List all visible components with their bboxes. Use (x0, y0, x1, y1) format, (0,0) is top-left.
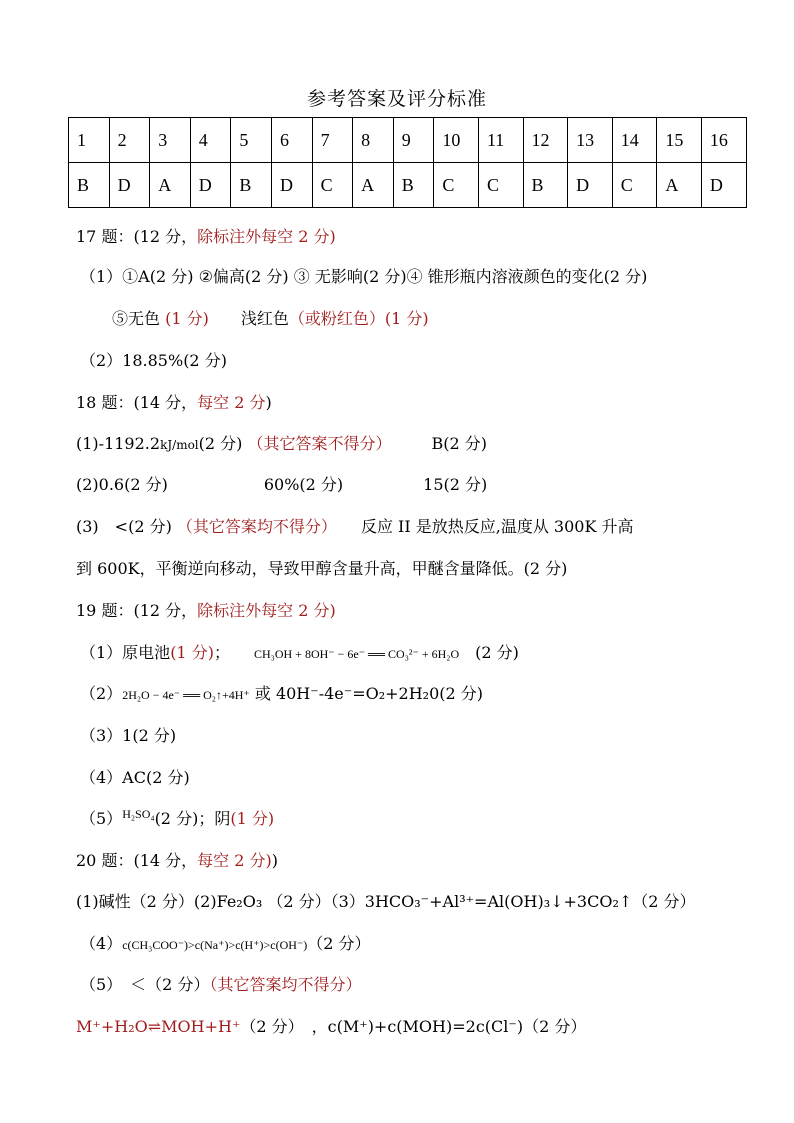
table-cell-answer: C (312, 163, 353, 208)
q17-heading: 17 题：(12 分，除标注外每空 2 分) (76, 227, 336, 246)
q17-line-1: （1）①A(2 分) ②偏高(2 分) ③ 无影响(2 分)④ 锥形瓶内溶液颜色的变化(2 分) (80, 267, 648, 286)
table-cell-answer: B (231, 163, 272, 208)
table-cell-answer: B (69, 163, 110, 208)
table-cell-number: 3 (150, 118, 191, 163)
table-cell-number: 6 (271, 118, 312, 163)
q19-line-5: $(5)^{H_2SO_4}(2$ 分)；阴(1 分) (80, 807, 275, 828)
q20-line-4: M⁺+H₂O⇌MOH+H⁺（2 分） ，c(M⁺)+c(MOH)=2c(Cl⁻)（2 分） (76, 1017, 587, 1036)
q20-line-2: （4）c(CH₃COO⁻)>c(Na⁺)>c(H⁺)>c(OH⁻)（2 分） (80, 934, 371, 953)
q19-line-1: （1）原电池(1 分)； CH₃OH + 8OH⁻ − 6e⁻ ══ CO₃²⁻ + 6H₂O (2 分) (80, 643, 519, 662)
q18-line-2: (2)0.6(2 分) 60%(2 分) 15(2 分) (76, 475, 488, 494)
table-cell-number: 4 (190, 118, 231, 163)
table-row-answers (69, 163, 747, 208)
table-cell-number: 5 (231, 118, 272, 163)
q20-line-3: （5） ＜（2 分）（其它答案均不得分） (80, 975, 362, 994)
table-cell-number: 7 (312, 118, 353, 163)
q17-line-3: （2）18.85%(2 分) (80, 351, 227, 370)
table-cell-answer: D (701, 163, 746, 208)
q19-equation-1: CH₃OH + 8OH⁻ − 6e⁻ ══ CO₃²⁻ + 6H₂O (253, 647, 460, 661)
table-cell-answer: D (568, 163, 613, 208)
table-cell-answer: D (190, 163, 231, 208)
table-cell-answer: C (478, 163, 523, 208)
q19-line-2: （2）2H₂O − 4e⁻ ══ O₂↑+4H⁺ 或 40H⁻-4e⁻=O₂+2H₂0(2 分) (80, 684, 484, 703)
table-cell-answer: D (271, 163, 312, 208)
q20-inequality: c(CH₃COO⁻)>c(Na⁺)>c(H⁺)>c(OH⁻) (122, 938, 308, 952)
table-cell-answer: A (353, 163, 394, 208)
q18-line-4: 到 600K，平衡逆向移动，导致甲醇含量升高，甲醚含量降低。(2 分) (76, 559, 568, 578)
q19-heading: 19 题：(12 分，除标注外每空 2 分) (76, 601, 336, 620)
table-cell-number: 16 (701, 118, 746, 163)
table-cell-number: 9 (393, 118, 434, 163)
table-cell-answer: B (393, 163, 434, 208)
answer-table (68, 117, 747, 208)
table-cell-number: 1 (69, 118, 110, 163)
table-cell-answer: B (523, 163, 568, 208)
q18-line-1: (1)-1192.2kJ/mol(2 分) （其它答案不得分） B(2 分) (76, 434, 488, 453)
table-cell-number: 15 (657, 118, 702, 163)
q20-line-1: (1)碱性（2 分）(2)Fe₂O₃ （2 分）（3）3HCO₃⁻+Al³⁺=Al(OH)₃↓+3CO₂↑（2 分） (76, 892, 696, 911)
table-cell-number: 14 (612, 118, 657, 163)
q18-heading: 18 题：(14 分，每空 2 分) (76, 393, 272, 412)
q20-heading: 20 题：(14 分，每空 2 分)) (76, 851, 278, 870)
q19-line-3: （3）1(2 分) (80, 726, 177, 745)
table-cell-number: 11 (478, 118, 523, 163)
table-cell-answer: C (612, 163, 657, 208)
table-cell-answer: D (109, 163, 150, 208)
page-title: 参考答案及评分标准 (306, 88, 487, 110)
q19-line-4: （4）AC(2 分) (80, 768, 190, 787)
table-cell-number: 13 (568, 118, 613, 163)
table-cell-number: 12 (523, 118, 568, 163)
q19-equation-2: 2H₂O − 4e⁻ ══ O₂↑+4H⁺ (122, 688, 250, 702)
table-cell-answer: A (657, 163, 702, 208)
table-row-numbers (69, 118, 747, 163)
table-cell-number: 8 (353, 118, 394, 163)
table-cell-answer: C (434, 163, 479, 208)
q18-line-3: (3) <(2 分) （其它答案均不得分） 反应 II 是放热反应,温度从 300K 升高 (76, 517, 634, 536)
q17-line-2: ⑤无色 (1 分) 浅红色（或粉红色）(1 分) (112, 309, 429, 328)
table-cell-number: 10 (434, 118, 479, 163)
table-cell-number: 2 (109, 118, 150, 163)
table-cell-answer: A (150, 163, 191, 208)
q19-formula: H₂SO₄ (122, 807, 155, 821)
